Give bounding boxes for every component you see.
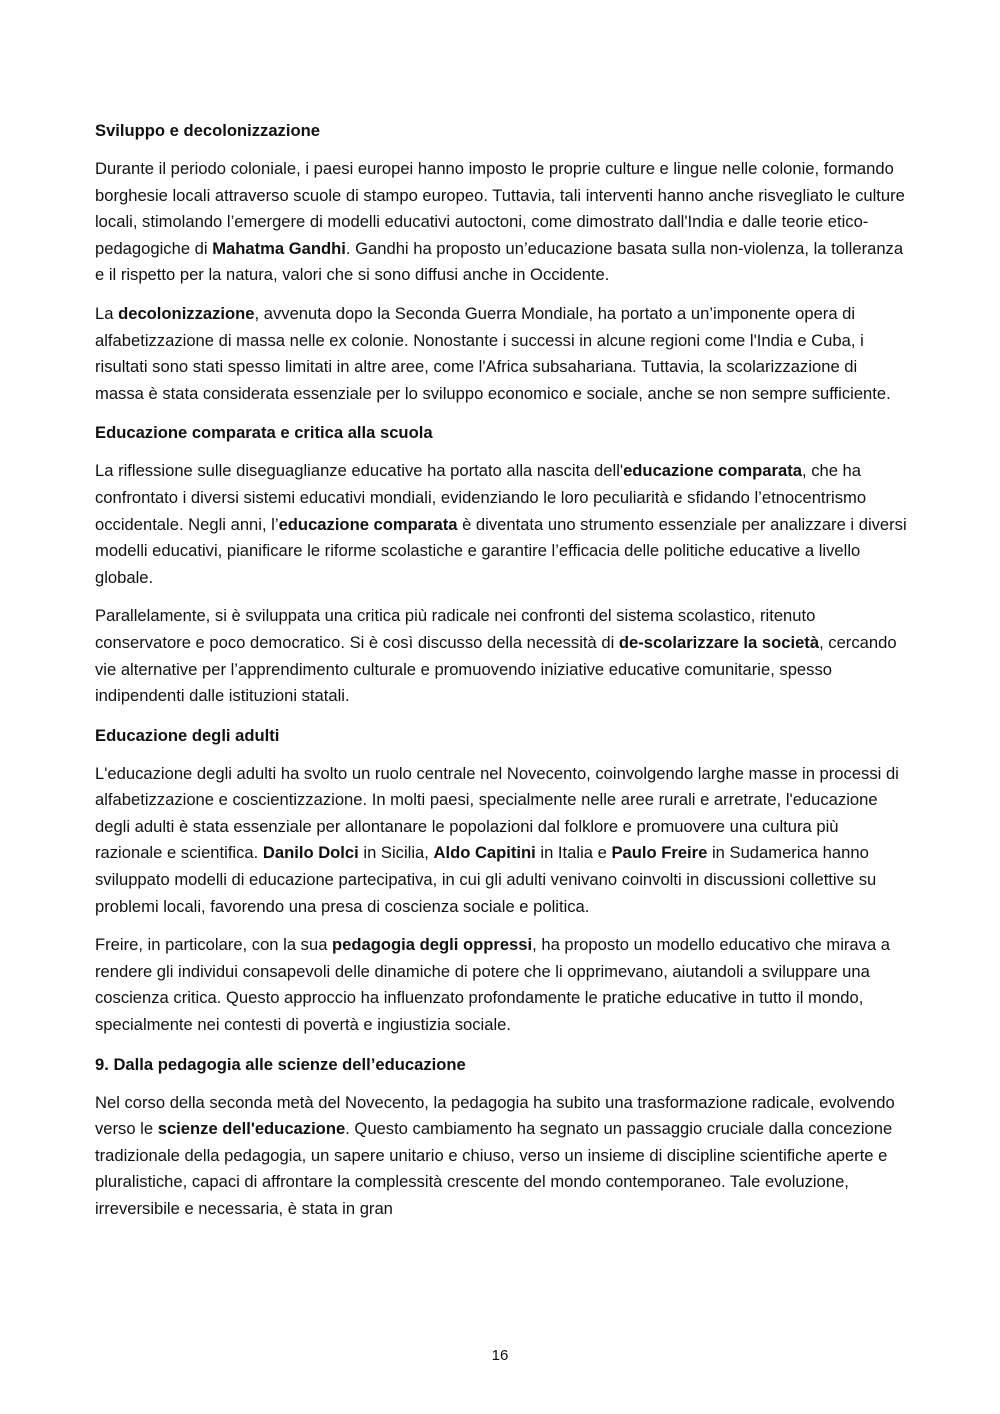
body-paragraph [95,156,910,289]
body-paragraph [95,761,910,921]
paragraph-text: Nel corso della seconda metà del Novecento, la pedagogia ha subito una trasformazione radicale, evolvendo verso le [95,1092,895,1139]
paragraph-text: , che ha confrontato i diversi sistemi educativi mondiali, evidenziando le loro peculiarità e sfidando l’etnocentrismo occidentale. Negli anni, l’ [95,461,867,534]
paragraph-text: . Gandhi ha proposto un’educazione basata sulla non-violenza, la tolleranza e il rispetto per la natura, valori che si sono diffusi anche in Occidente. [95,238,904,285]
paragraph-text: è diventata uno strumento essenziale per analizzare i diversi modelli educativi, pianificare le riforme scolastiche e garantire l’efficacia delle politiche educative a livello globale. [95,514,907,587]
bold-term: Paulo Freire [611,843,708,863]
section-heading: Educazione comparata e critica alla scuola [95,423,433,443]
page-content [95,117,910,1235]
paragraph-text: Freire, in particolare, con la sua [95,935,333,955]
paragraph-text: Durante il periodo coloniale, i paesi europei hanno imposto le proprie culture e lingue nelle colonie, formando borghesie locali attraverso scuole di stampo europeo. Tuttavia, tali interventi hanno anche risvegliato le culture locali, stimolando l’emergere di modelli educativi autoctoni, come dimostrato dall'India e dalle teorie etico-pedagogiche di [95,159,905,258]
body-paragraph [95,301,910,407]
bold-term: scienze dell'educazione [157,1119,346,1139]
paragraph-text: L'educazione degli adulti ha svolto un ruolo centrale nel Novecento, coinvolgendo larghe masse in processi di alfabetizzazione e coscientizzazione. In molti paesi, specialmente nelle aree rurali e arretrate, l'educazione degli adulti è stata essenziale per allontanare le popolazioni dal folklore e promuovere una cultura più razionale e scientifica. [95,763,899,863]
bold-term: de-scolarizzare la società [618,632,820,652]
page-number: 16 [491,1347,509,1364]
section-heading: 9. Dalla pedagogia alle scienze dell’educazione [95,1054,466,1074]
paragraph-text: La riflessione sulle diseguaglianze educative ha portato alla nascita dell' [95,461,624,481]
paragraph-text: in Sicilia, [358,843,434,863]
bold-term: Danilo Dolci [262,843,359,863]
paragraph-text: . Questo cambiamento ha segnato un passaggio cruciale dalla concezione tradizionale della pedagogia, un sapere unitario e chiuso, verso un insieme di discipline scientifiche aperte e pluralistiche, capaci di affrontare la complessità crescente del mondo contemporaneo. Tale evoluzione, irreversibile e necessaria, è stata in gran [95,1119,893,1218]
bold-term: educazione comparata [278,514,458,534]
bold-term: Mahatma Gandhi [212,238,346,258]
bold-term: decolonizzazione [118,303,255,323]
paragraph-text: in Italia e [535,843,612,863]
paragraph-text: , ha proposto un modello educativo che mirava a rendere gli individui consapevoli delle dinamiche di potere che li opprimevano, aiutandoli a sviluppare una coscienza critica. Questo approccio ha influenzato profondamente le pratiche educative in tutto il mondo, specialmente nei contesti di povertà e ingiustizia sociale. [95,935,891,1035]
bold-term: Aldo Capitini [433,843,536,863]
paragraph-text: La [95,303,119,323]
section-heading: Sviluppo e decolonizzazione [95,121,320,140]
body-paragraph [95,603,910,709]
body-paragraph [95,458,910,591]
section-heading: Educazione degli adulti [95,725,280,745]
paragraph-text: in Sudamerica hanno sviluppato modelli di educazione partecipativa, in cui gli adulti venivano coinvolti in discussioni collettive su problemi locali, favorendo una presa di coscienza sociale e politica. [95,843,877,916]
paragraph-text: , avvenuta dopo la Seconda Guerra Mondiale, ha portato a un’imponente opera di alfabetizzazione di massa nelle ex colonie. Nonostante i successi in alcune regioni come l'India e Cuba, i risultati sono stati spesso limitati in altre aree, come l'Africa subsahariana. Tuttavia, la scolarizzazione di massa è stata considerata essenziale per lo sviluppo economico e sociale, anche se non sempre sufficiente. [95,303,891,403]
body-paragraph [95,1090,910,1223]
bold-term: educazione comparata [623,461,802,481]
body-paragraph [95,932,910,1038]
paragraph-text: Parallelamente, si è sviluppata una critica più radicale nei confronti del sistema scolastico, ritenuto conservatore e poco democratico. Si è così discusso della necessità di [95,606,816,652]
bold-term: pedagogia degli oppressi [332,935,533,955]
paragraph-text: , cercando vie alternative per l’apprendimento culturale e promuovendo iniziative educative comunitarie, spesso indipendenti dalle istituzioni statali. [95,632,897,706]
